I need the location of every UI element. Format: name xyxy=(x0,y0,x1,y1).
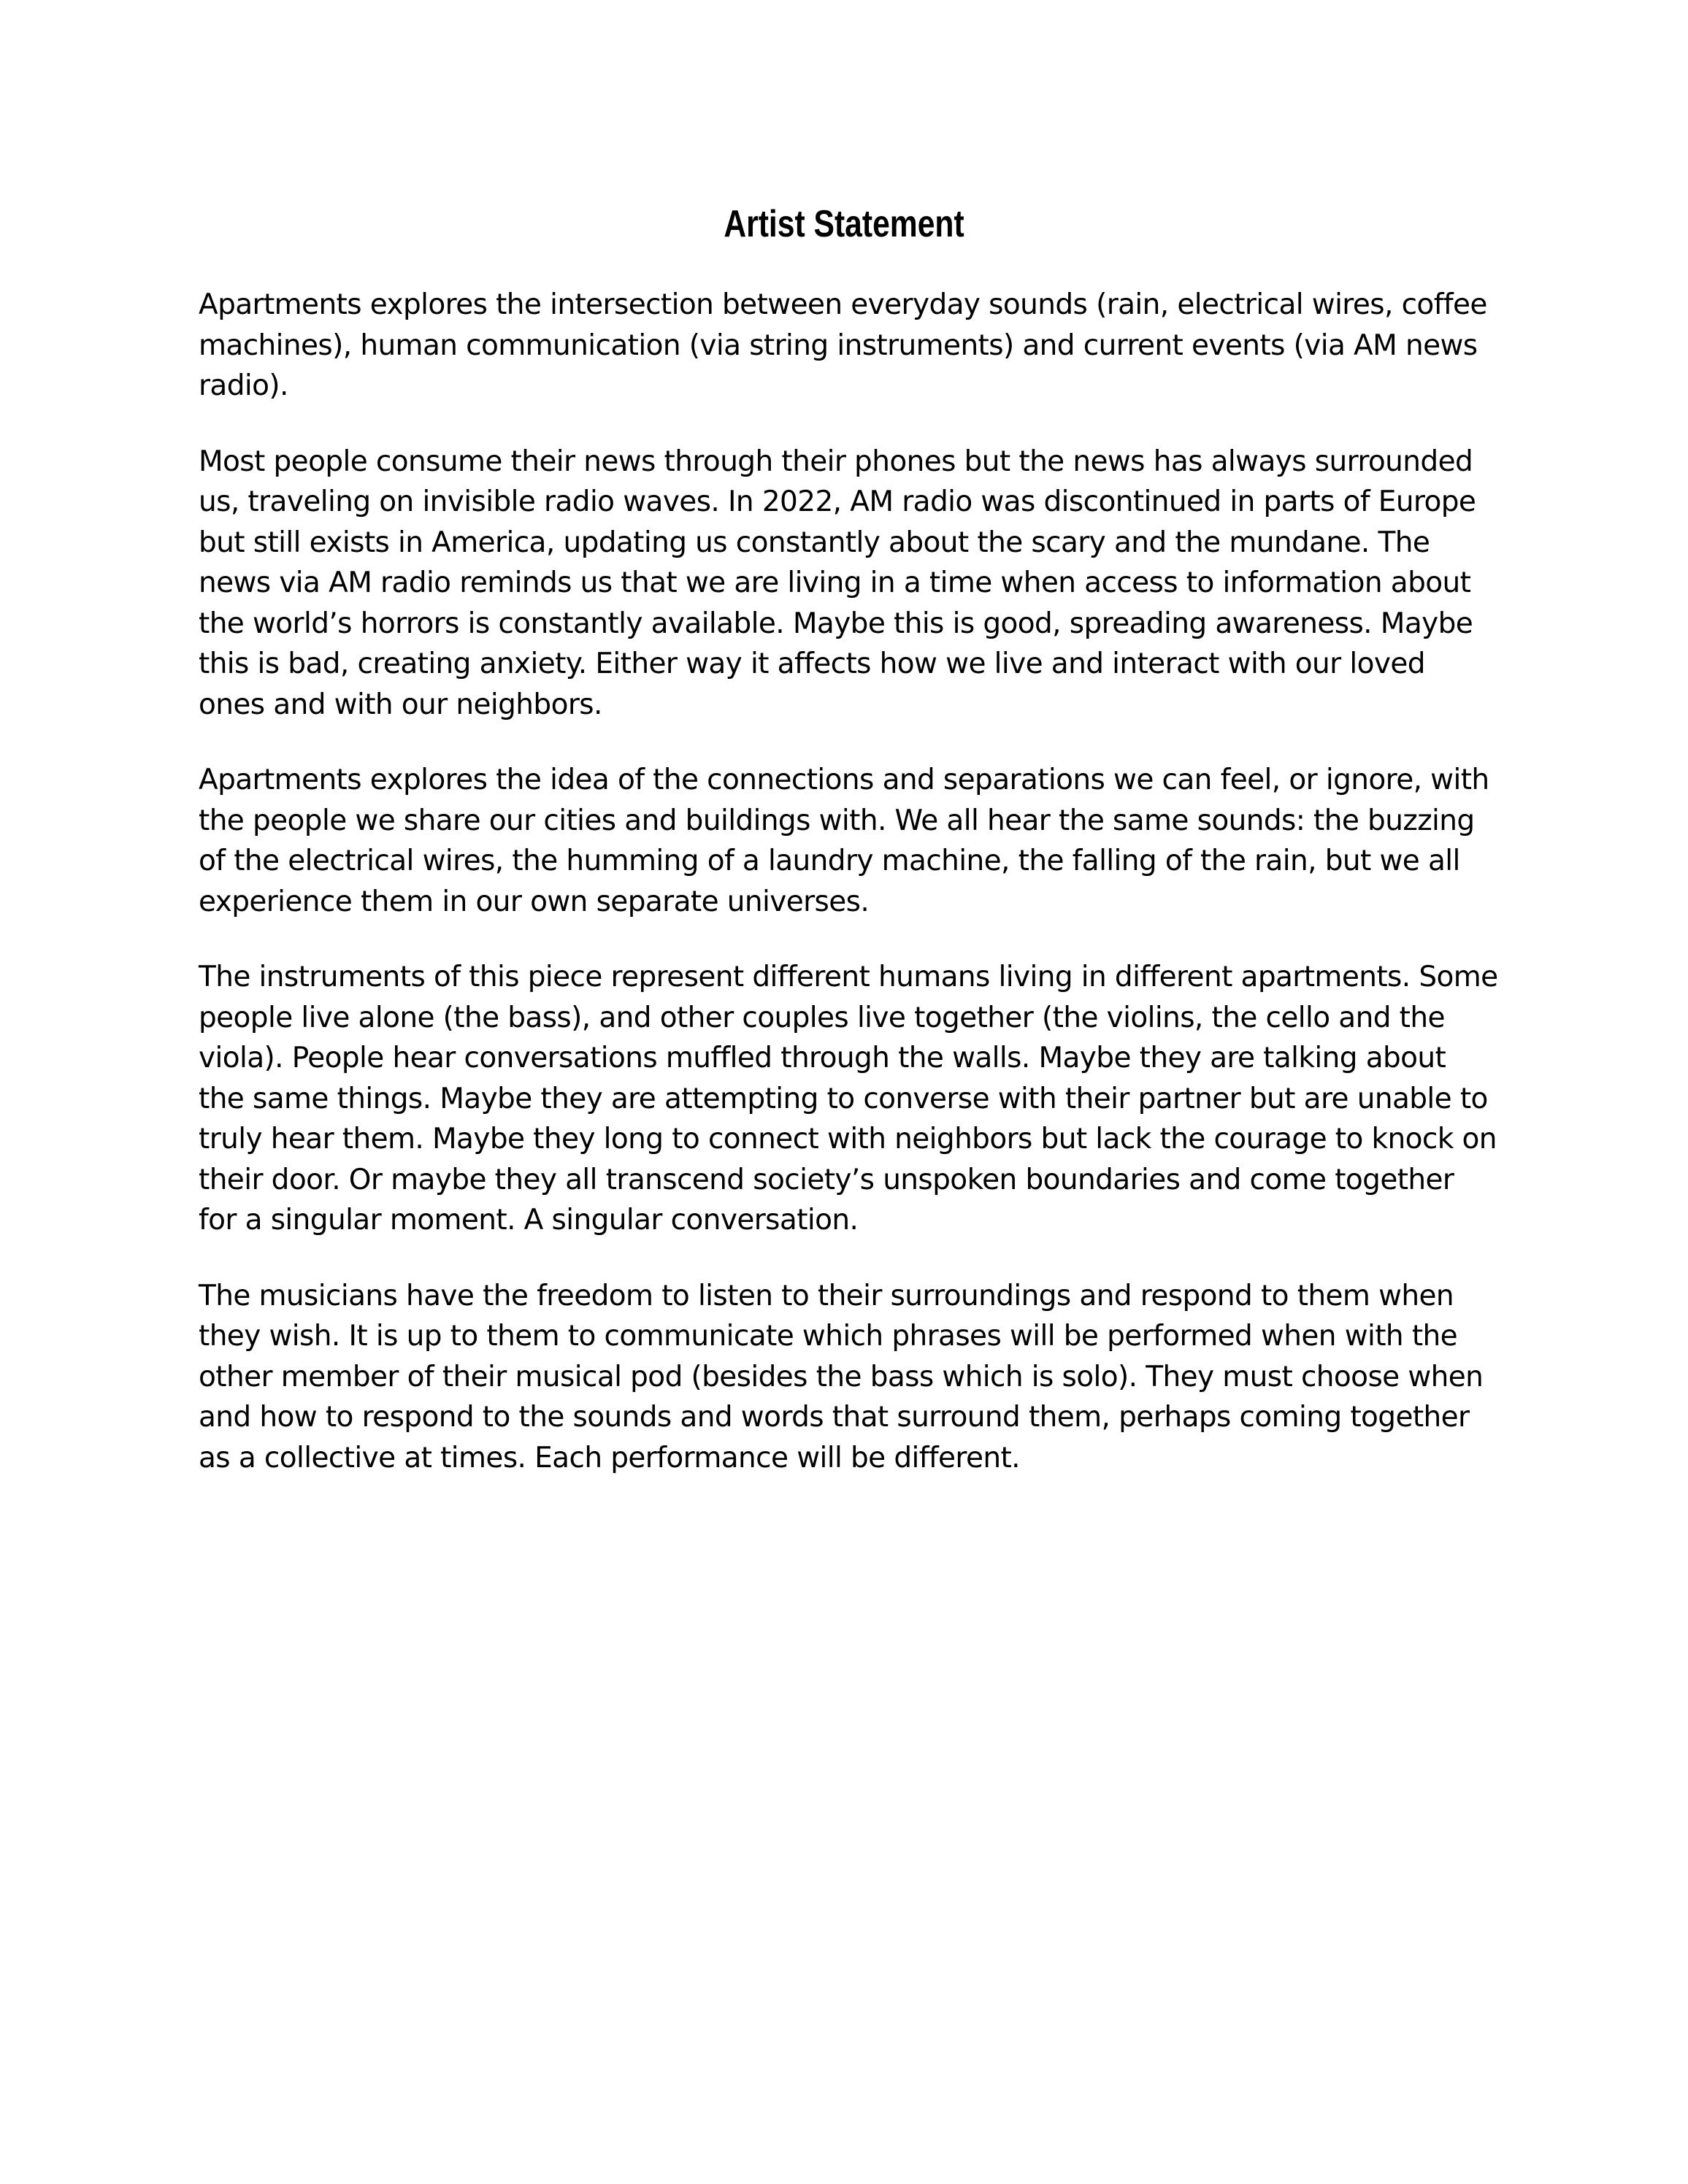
paragraph-news: Most people consume their news through their phones but the news has always surrounded us, traveling on invisible radio waves. In 2022, AM radio was discontinued in parts of Europe but still exists in America, updating us constantly about the scary and the mundane. The news via AM radio reminds us that we are living in a time when access to information about the world’s horrors is constantly available. Maybe this is good, spreading awareness. Maybe this is bad, creating anxiety. Either way it affects how we live and interact with our loved ones and with our neighbors. xyxy=(199,445,1476,721)
statement-body xyxy=(199,285,1498,1513)
paragraph-connections: Apartments explores the idea of the connections and separations we can feel, or ignore, with the people we share our cities and buildings with. We all hear the same sounds: the buzzing of the electrical wires, the humming of a laundry machine, the falling of the rain, but we all experience them in our own separate universes. xyxy=(199,764,1489,918)
page-title: Artist Statement xyxy=(724,203,964,245)
paragraph-musicians: The musicians have the freedom to listen to their surroundings and respond to them when they wish. It is up to them to communicate which phrases will be performed when with the other member of their musical pod (besides the bass which is solo). They must choose when and how to respond to the sounds and words that surround them, perhaps coming together as a collective at times. Each performance will be different. xyxy=(199,1279,1484,1474)
paragraph-instruments: The instruments of this piece represent different humans living in different apartments. Some people live alone (the bass), and other couples live together (the violins, the cello and the viola). People hear conversations muffled through the walls. Maybe they are talking about the same things. Maybe they are attempting to converse with their partner but are unable to truly hear them. Maybe they long to connect with neighbors but lack the courage to knock on their door. Or maybe they all transcend society’s unspoken boundaries and come together for a singular moment. A singular conversation. xyxy=(199,961,1498,1237)
paragraph-intro: Apartments explores the intersection between everyday sounds (rain, electrical wires, coffee machines), human communication (via string instruments) and current events (via AM news radio). xyxy=(199,288,1487,402)
